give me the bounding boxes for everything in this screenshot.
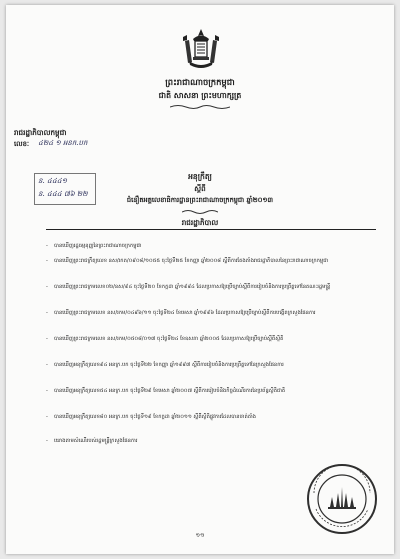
consideration-item: - បានឃើញព្រះរាជក្រមលេខ០២/នស/៩៤ ចុះថ្ងៃទី២០ ខែកក្កដា ឆ្នាំ១៩៩៤ ដែលប្រកាសឱ្យប្រើច្បាប់ស្ដីពីការរៀបចំនិងការប្រព្រឹត្តទៅនៃគណៈរដ្ឋមន្ត្រី <box>46 284 331 290</box>
consideration-item: - បានឃើញអនុក្រឹត្យលេខ៩៤ អនក្រ.បក ចុះថ្ងៃទី២២ ខែកញ្ញា ឆ្នាំ១៩៩៧ ស្ដីពីការរៀបចំនិងការប្រព្រឹត្តទៅនៃក្រសួងផែនការ <box>46 362 284 368</box>
official-seal-icon <box>306 463 378 535</box>
ornament-divider <box>170 104 230 110</box>
issuer-label: រាជរដ្ឋាភិបាលកម្ពុជា <box>14 128 67 137</box>
document-type: អនុក្រឹត្យ <box>188 172 212 181</box>
handwritten-line-1: ន. ៤៤៤១ <box>38 177 68 185</box>
consideration-item: - បានឃើញអនុក្រឹត្យលេខ៨០ អនក្រ.បក ចុះថ្ងៃទី១៩ ខែកក្កដា ឆ្នាំ២០១១ ស្ដីពីស្ថិតិផ្លូវការដែលបានចាត់តាំង <box>46 414 256 420</box>
consideration-item: - បានឃើញព្រះរាជក្រឹត្យលេខ នស/រកត/០៩០៨/១០៥៥ ចុះថ្ងៃទី២៥ ខែកញ្ញា ឆ្នាំ២០០៨ ស្ដីពីការតែងតាំងរាជរដ្ឋាភិបាលនៃព្រះរាជាណាចក្រកម្ពុជា <box>46 258 329 264</box>
consideration-item: - បានឃើញអនុក្រឹត្យលេខ៥៤ អនក្រ.បក ចុះថ្ងៃទី២៩ ខែមេសា ឆ្នាំ២០០៧ ស្ដីពីការរៀបចំនិងកិច្ចដំណើរការនៃប្រព័ន្ធស្ថិតិជាតិ <box>46 388 286 394</box>
heading-rule <box>46 229 376 230</box>
consideration-item: - បានឃើញព្រះរាជក្រមលេខ នស/រកម/០៤៩៦/១១ ចុះថ្ងៃទី២៤ ខែមេសា ឆ្នាំ១៩៩៦ ដែលប្រកាសឱ្យប្រើច្បាប់ស្ដីពីការបង្កើតក្រសួងផែនការ <box>46 310 316 316</box>
consideration-item: - បានឃើញរដ្ឋធម្មនុញ្ញនៃព្រះរាជាណាចក្រកម្ពុជា <box>46 243 142 249</box>
royal-emblem-icon <box>179 27 223 71</box>
consideration-item: - បានឃើញព្រះរាជក្រមលេខ នស/រកម/០៥០៨/០១៧ ចុះថ្ងៃទី២៤ ខែឧសភា ឆ្នាំ២០០៥ ដែលប្រកាសឱ្យប្រើច្បាប់ស្ដីពីស្ថិតិ <box>46 336 284 342</box>
ornament-divider-small <box>182 209 218 215</box>
national-motto: ជាតិ សាសនា ព្រះមហាក្សត្រ <box>158 91 242 100</box>
authority-heading: រាជរដ្ឋាភិបាល <box>181 218 219 227</box>
kingdom-title: ព្រះរាជាណាចក្រកម្ពុជា <box>165 77 235 87</box>
subject-label: ស្ដីពី <box>194 184 206 193</box>
reference-number-label: លេខៈ <box>14 140 30 148</box>
consideration-item: - យោងតាមសំណើរបស់រដ្ឋមន្ត្រីក្រសួងផែនការ <box>46 438 138 444</box>
document-subject: ជំនឿតអគ្គលេខាធិការដ្ឋានព្រះរាជាណាចក្រកម្ពុជា ឆ្នាំ២០១៣ <box>126 196 274 204</box>
handwritten-line-2: ន. ៤៤៤ ៧៦ ២២ <box>38 190 88 198</box>
page-number: ១១ <box>195 532 205 539</box>
reference-number-value: ៤២៤ ១ អនក.បក <box>38 139 88 147</box>
document-page <box>6 5 394 554</box>
